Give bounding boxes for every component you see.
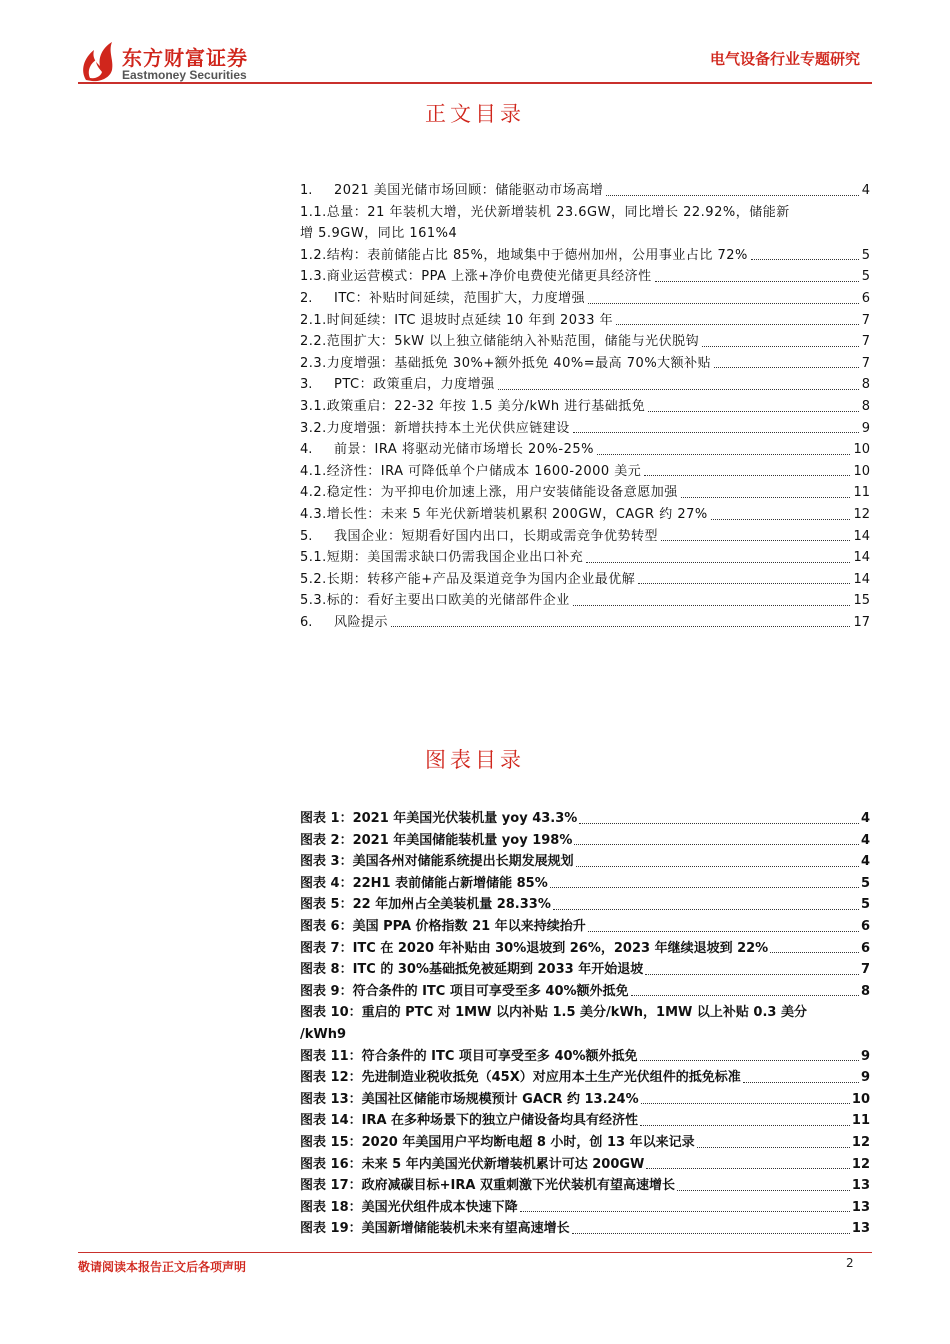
toc-entry[interactable] xyxy=(300,461,870,483)
toc-page-number: 14 xyxy=(853,528,870,544)
figure-leader-dots xyxy=(770,952,859,953)
toc-entry-text: 风险提示 xyxy=(334,614,389,630)
toc-page-number: 17 xyxy=(853,614,870,630)
toc-entry[interactable] xyxy=(300,482,870,504)
toc-entry[interactable] xyxy=(300,569,870,591)
toc-page-number: 10 xyxy=(853,463,870,479)
figure-page-number: 13 xyxy=(851,1178,870,1194)
toc-page-number: 8 xyxy=(861,398,870,414)
figure-entry-text: 图表 15：2020 年美国用户平均断电超 8 小时，创 13 年以来记录 xyxy=(300,1134,695,1150)
figure-entry-text: 图表 11：符合条件的 ITC 项目可享受至多 40%额外抵免 xyxy=(300,1048,638,1064)
toc-page-number: 5 xyxy=(861,269,870,285)
toc-entry-text: 1.1.总量：21 年装机大增，光伏新增装机 23.6GW，同比增长 22.92%，储能新 xyxy=(300,204,790,220)
toc-leader-dots xyxy=(586,562,850,563)
figure-entry-line xyxy=(300,1002,870,1024)
figure-entry[interactable] xyxy=(300,916,870,938)
figure-entry-text: 图表 3：美国各州对储能系统提出长期发展规划 xyxy=(300,854,574,870)
toc-entry-line xyxy=(300,223,870,245)
figure-leader-dots xyxy=(579,823,859,824)
figure-entry-text: 图表 17：政府减碳目标+IRA 双重刺激下光伏装机有望高速增长 xyxy=(300,1178,675,1194)
figure-page-number: 9 xyxy=(860,1070,870,1086)
figure-page-number: 4 xyxy=(860,854,870,870)
figure-leader-dots xyxy=(631,995,859,996)
figure-entry[interactable] xyxy=(300,1132,870,1154)
toc-page-number: 7 xyxy=(861,355,870,371)
toc-entry-number: 3. xyxy=(300,377,313,393)
figure-leader-dots xyxy=(646,1168,850,1169)
figure-page-number: 9 xyxy=(860,1048,870,1064)
figure-entry[interactable] xyxy=(300,808,870,830)
toc-entry-number: 4. xyxy=(300,442,313,458)
figure-leader-dots xyxy=(641,1103,850,1104)
toc-entry-number: 2. xyxy=(300,290,313,306)
figure-entry-text: 图表 7：ITC 在 2020 年补贴由 30%退坡到 26%，2023 年继续退坡到 22% xyxy=(300,940,769,956)
toc-leader-dots xyxy=(655,281,859,282)
toc-entry[interactable] xyxy=(300,590,870,612)
figure-leader-dots xyxy=(697,1147,850,1148)
figure-entry[interactable] xyxy=(300,938,870,960)
figure-leader-dots xyxy=(645,974,859,975)
figure-leader-dots xyxy=(576,866,859,867)
report-type: 电气设备行业专题研究 xyxy=(709,50,860,68)
figure-entry-text: 图表 18：美国光伏组件成本快速下降 xyxy=(300,1199,518,1215)
toc-entry-text: 5.1.短期：美国需求缺口仍需我国企业出口补充 xyxy=(300,550,584,566)
figure-entry-text: 图表 4：22H1 表前储能占新增储能 85% xyxy=(300,875,548,891)
toc-leader-dots xyxy=(661,540,850,541)
toc-leader-dots xyxy=(714,367,859,368)
toc-entry-text: 5.2.长期：转移产能+产品及渠道竞争为国内企业最优解 xyxy=(300,571,636,587)
toc-page-number: 4 xyxy=(448,226,458,242)
figure-entry[interactable] xyxy=(300,1154,870,1176)
figure-entry[interactable] xyxy=(300,1110,870,1132)
figure-page-number: 12 xyxy=(851,1156,870,1172)
figure-leader-dots xyxy=(553,909,859,910)
toc-leader-dots xyxy=(498,389,859,390)
toc-page-number: 14 xyxy=(853,571,870,587)
figure-entry-text: 图表 2：2021 年美国储能装机量 yoy 198% xyxy=(300,832,573,848)
brand-name-en: Eastmoney Securities xyxy=(122,68,247,82)
toc-page-number: 6 xyxy=(861,290,870,306)
page-header xyxy=(0,0,950,90)
figure-entry-text: 图表 6：美国 PPA 价格指数 21 年以来持续抬升 xyxy=(300,918,586,934)
figure-leader-dots xyxy=(677,1190,850,1191)
toc-entry[interactable] xyxy=(300,266,870,288)
toc-entry-text: 4.3.增长性：未来 5 年光伏新增装机累积 200GW，CAGR 约 27% xyxy=(300,506,708,522)
figure-leader-dots xyxy=(574,844,859,845)
figure-entry-text: 图表 14：IRA 在多种场景下的独立户储设备均具有经济性 xyxy=(300,1113,639,1129)
figure-entry-text-cont: /kWh xyxy=(300,1026,337,1042)
figure-entry[interactable] xyxy=(300,981,870,1003)
toc-entry-text: 3.1.政策重启：22-32 年按 1.5 美分/kWh 进行基础抵免 xyxy=(300,398,646,414)
figure-entry[interactable] xyxy=(300,959,870,981)
toc-leader-dots xyxy=(711,519,851,520)
figure-entry[interactable] xyxy=(300,1089,870,1111)
toc-entry-text: PTC：政策重启，力度增强 xyxy=(334,377,495,393)
toc-page-number: 5 xyxy=(861,247,870,263)
figure-page-number: 4 xyxy=(860,811,870,826)
figures-list xyxy=(300,808,870,1240)
figure-entry-text: 图表 13：美国社区储能市场规模预计 GACR 约 13.24% xyxy=(300,1091,639,1107)
toc-entry-text: 1.2.结构：表前储能占比 85%，地域集中于德州加州，公用事业占比 72% xyxy=(300,247,748,263)
toc-entry-text: 我国企业：短期看好国内出口，长期或需竞争优势转型 xyxy=(334,528,659,544)
toc-entry-text: 前景：IRA 将驱动光储市场增长 20%-25% xyxy=(334,442,594,458)
figure-page-number: 13 xyxy=(851,1221,870,1237)
figure-page-number: 8 xyxy=(860,983,870,999)
toc-list xyxy=(300,180,870,633)
figure-entry-text: 图表 9：符合条件的 ITC 项目可享受至多 40%额外抵免 xyxy=(300,983,629,999)
toc-entry[interactable] xyxy=(300,374,870,396)
toc-entry[interactable] xyxy=(300,439,870,461)
figure-entry[interactable] xyxy=(300,1175,870,1197)
toc-leader-dots xyxy=(573,605,851,606)
toc-entry-text: 3.2.力度增强：新增扶持本土光伏供应链建设 xyxy=(300,420,570,436)
brand-name-cn: 东方财富证券 xyxy=(122,46,248,70)
toc-entry-text: 2.3.力度增强：基础抵免 30%+额外抵免 40%=最高 70%大额补贴 xyxy=(300,355,712,371)
figure-entry-text: 图表 10：重启的 PTC 对 1MW 以内补贴 1.5 美分/kWh，1MW 以上补贴 0.3 美分 xyxy=(300,1005,807,1021)
toc-entry-text: ITC：补贴时间延续，范围扩大，力度增强 xyxy=(334,290,586,306)
figure-entry[interactable] xyxy=(300,851,870,873)
toc-title: 正文目录 xyxy=(425,102,525,126)
toc-page-number: 7 xyxy=(861,312,870,328)
figure-page-number: 10 xyxy=(851,1091,870,1107)
toc-entry-text: 1.3.商业运营模式：PPA 上涨+净价电费使光储更具经济性 xyxy=(300,269,652,285)
toc-entry[interactable] xyxy=(300,245,870,267)
toc-entry-text: 4.2.稳定性：为平抑电价加速上涨，用户安装储能设备意愿加强 xyxy=(300,485,678,501)
toc-entry-text: 4.1.经济性：IRA 可降低单个户储成本 1600-2000 美元 xyxy=(300,463,642,479)
toc-entry[interactable] xyxy=(300,202,870,245)
figure-entry-text: 图表 5：22 年加州占全美装机量 28.33% xyxy=(300,897,551,913)
figure-page-number: 4 xyxy=(860,832,870,848)
toc-entry-text-cont: 增 5.9GW，同比 161% xyxy=(300,226,449,242)
toc-leader-dots xyxy=(702,346,859,347)
figure-page-number: 13 xyxy=(851,1199,870,1215)
figure-entry[interactable] xyxy=(300,1218,870,1240)
toc-leader-dots xyxy=(751,259,859,260)
toc-entry[interactable] xyxy=(300,504,870,526)
figure-leader-dots xyxy=(588,931,859,932)
figure-entry[interactable] xyxy=(300,873,870,895)
figure-entry[interactable] xyxy=(300,894,870,916)
toc-entry-number: 6. xyxy=(300,614,313,630)
toc-leader-dots xyxy=(644,475,850,476)
toc-entry[interactable] xyxy=(300,612,870,634)
toc-entry-number: 5. xyxy=(300,528,313,544)
figure-entry[interactable] xyxy=(300,1197,870,1219)
toc-leader-dots xyxy=(588,303,859,304)
toc-entry-line xyxy=(300,202,870,224)
toc-leader-dots xyxy=(391,626,850,627)
toc-leader-dots xyxy=(606,195,859,196)
toc-entry[interactable] xyxy=(300,353,870,375)
figure-entry-line xyxy=(300,1024,870,1046)
page-number: 2 xyxy=(846,1256,854,1270)
toc-page-number: 8 xyxy=(861,377,870,393)
toc-entry[interactable] xyxy=(300,396,870,418)
toc-leader-dots xyxy=(648,411,858,412)
figure-page-number: 6 xyxy=(860,918,870,934)
toc-page-number: 14 xyxy=(853,550,870,566)
header-divider xyxy=(78,82,872,84)
figure-leader-dots xyxy=(572,1233,850,1234)
footer-divider xyxy=(78,1252,872,1253)
toc-entry-text: 2021 美国光储市场回顾：储能驱动市场高增 xyxy=(334,183,604,198)
figure-entry-text: 图表 16：未来 5 年内美国光伏新增装机累计可达 200GW xyxy=(300,1156,645,1172)
figure-page-number: 12 xyxy=(851,1134,870,1150)
toc-entry-text: 5.3.标的：看好主要出口欧美的光储部件企业 xyxy=(300,593,570,609)
figure-page-number: 5 xyxy=(860,875,870,891)
figure-page-number: 9 xyxy=(337,1026,347,1042)
figure-entry-text: 图表 8：ITC 的 30%基础抵免被延期到 2033 年开始退坡 xyxy=(300,962,644,978)
toc-entry[interactable] xyxy=(300,526,870,548)
figures-title: 图表目录 xyxy=(425,748,525,772)
figure-entry-text: 图表 1：2021 年美国光伏装机量 yoy 43.3% xyxy=(300,811,578,826)
toc-entry-number: 1. xyxy=(300,183,313,198)
toc-entry[interactable] xyxy=(300,180,870,202)
toc-leader-dots xyxy=(616,324,859,325)
footer-disclaimer: 敬请阅读本报告正文后各项声明 xyxy=(78,1260,247,1274)
toc-page-number: 10 xyxy=(853,442,870,458)
figure-page-number: 11 xyxy=(851,1113,870,1129)
toc-entry[interactable] xyxy=(300,310,870,332)
toc-entry[interactable] xyxy=(300,331,870,353)
figure-entry[interactable] xyxy=(300,830,870,852)
toc-entry[interactable] xyxy=(300,547,870,569)
figure-page-number: 6 xyxy=(860,940,870,956)
figure-leader-dots xyxy=(550,887,859,888)
toc-leader-dots xyxy=(573,432,859,433)
toc-leader-dots xyxy=(638,583,850,584)
toc-leader-dots xyxy=(597,454,850,455)
figure-page-number: 7 xyxy=(860,962,870,978)
figure-entry[interactable] xyxy=(300,1002,870,1045)
toc-page-number: 15 xyxy=(853,593,870,609)
toc-entry[interactable] xyxy=(300,418,870,440)
toc-entry[interactable] xyxy=(300,288,870,310)
figure-leader-dots xyxy=(640,1125,850,1126)
figure-page-number: 5 xyxy=(860,897,870,913)
toc-leader-dots xyxy=(681,497,851,498)
figure-leader-dots xyxy=(520,1211,850,1212)
toc-page-number: 7 xyxy=(861,334,870,350)
toc-page-number: 11 xyxy=(853,485,870,501)
toc-entry-text: 2.2.范围扩大：5kW 以上独立储能纳入补贴范围，储能与光伏脱钩 xyxy=(300,334,700,350)
toc-page-number: 4 xyxy=(861,183,870,198)
figure-entry[interactable] xyxy=(300,1046,870,1068)
figure-entry-text: 图表 12：先进制造业税收抵免（45X）对应用本土生产光伏组件的抵免标准 xyxy=(300,1070,741,1086)
figure-leader-dots xyxy=(743,1082,859,1083)
toc-page-number: 12 xyxy=(853,506,870,522)
toc-entry-text: 2.1.时间延续：ITC 退坡时点延续 10 年到 2033 年 xyxy=(300,312,614,328)
figure-leader-dots xyxy=(640,1060,859,1061)
figure-entry[interactable] xyxy=(300,1067,870,1089)
toc-page-number: 9 xyxy=(861,420,870,436)
figure-entry-text: 图表 19：美国新增储能装机未来有望高速增长 xyxy=(300,1221,570,1237)
flame-logo-icon xyxy=(78,40,118,82)
